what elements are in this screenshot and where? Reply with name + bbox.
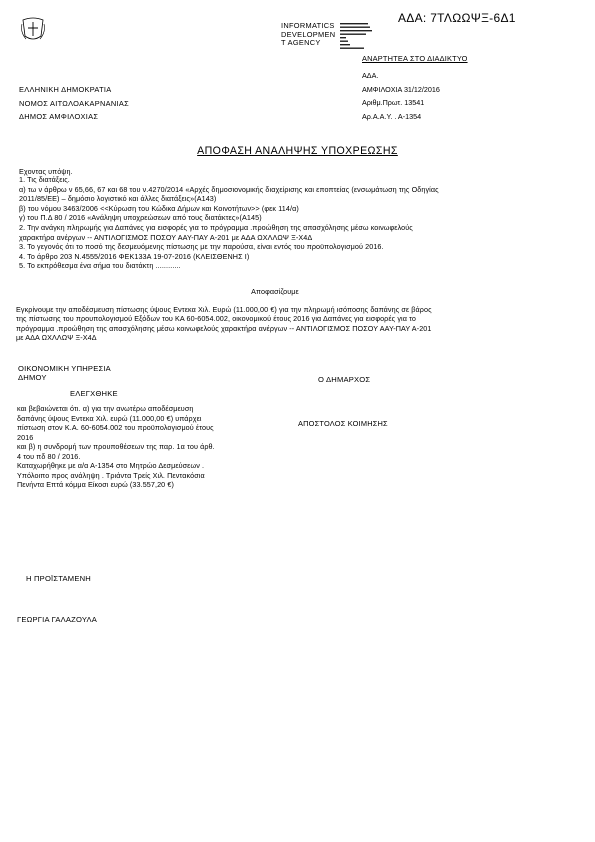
issuer-line: ΝΟΜΟΣ ΑΙΤΩΛΟΑΚΑΡΝΑΝΙΑΣ (19, 98, 129, 108)
protocol-number: Αριθμ.Πρωτ. 13541 (362, 98, 425, 107)
aay-number: Αρ.Α.Α.Υ. . Α-1354 (362, 111, 422, 121)
consideration-line: α) τω ν άρθρω ν 65,66, 67 και 68 του ν.4270/2014 «Αρχές δημοσιονομικής διαχείρισης και εποπτείας (ενσωμάτωση της Οδηγίας (19, 184, 439, 194)
certification-line: πίστωση στον Κ.Α. 60-6054.002 του προϋπολογισμού έτους (17, 423, 214, 432)
agency-name (281, 22, 335, 48)
consideration-line: 5. Το εκπρόθεσμα ένα σήμα του διατάκτη ............ (19, 261, 181, 271)
certification-line: και βεβαιώνεται ότι. α) για την ανωτέρω αποδέσμευση (17, 404, 194, 413)
ada-label: ΑΔΑ. (362, 71, 379, 80)
consideration-line: β) του νόμου 3463/2006 <<Κύρωση του Κώδικα Δήμων και Κοινοτήτων>> (φεκ 114/α) (19, 203, 299, 213)
consideration-line: 4. Το άρθρο 203 Ν.4555/2016 ΦΕΚ133Α 19-07-2016 (ΚΛΕΙΣΘΕΝΗΣ Ι) (19, 251, 250, 261)
issuer-line: ΕΛΛΗΝΙΚΗ ΔΗΜΟΚΡΑΤΙΑ (19, 85, 112, 94)
ada-code: ΑΔΑ: 7ΤΛΩΩΨΞ-6Δ1 (398, 11, 516, 25)
consideration-line: χαρακτήρα ανέργων -- ΑΝΤΙΛΟΓΙΣΜΟΣ ΠΟΣΟΥ ΑΑΥ-ΠΑΥ Α-201 με ΑΔΑ ΩΧΛΛΩΨ Ξ-Χ4Δ (19, 232, 313, 242)
considerations-list (19, 175, 439, 271)
issuer-info (19, 83, 129, 124)
approval-paragraph (16, 305, 561, 343)
document-title: ΑΠΟΦΑΣΗ ΑΝΑΛΗΨΗΣ ΥΠΟΧΡΕΩΣΗΣ (197, 145, 398, 157)
greek-emblem-icon (20, 14, 46, 44)
agency-logo-icon (340, 22, 376, 52)
protocol-info (362, 69, 440, 123)
economic-service (18, 364, 111, 382)
certification-line: και β) η συνδρομή των προυποθέσεων της παρ. 1α του άρθ. (17, 442, 215, 451)
economic-service-line: ΟΙΚΟΝΟΜΙΚΗ ΥΠΗΡΕΣΙΑ (18, 364, 111, 373)
certification-line: Πενήντα Επτά κόμμα Είκοσι ευρώ (33.557,20 €) (17, 480, 174, 489)
agency-line: T AGENCY (281, 38, 321, 48)
approval-line: πρόγραμμα .προώθηση της απασχόλησης μέσω κοινωφελούς χαρακτήρα ανέργων -- ΑΝΤΙΛΟΓΙΣΜΟΣ ΠΟΣΟΥ ΑΑΥ-ΠΑΥ Α-201 (16, 323, 432, 333)
certification-text (17, 404, 257, 490)
certification-line: Καταχωρήθηκε με α/α Α-1354 στο Μητρώο Δεσμεύσεων . (17, 461, 205, 470)
approval-line: Εγκρίνουμε την αποδέσμευση πίστωσης ύψους Εντεκα Χιλ. Ευρώ (11.000,00 €) για την πληρωμή ισόποσης δαπάνης σε βάρος (16, 305, 432, 314)
certification-line: 4 του πδ 80 / 2016. (17, 451, 81, 461)
consideration-line: γ) του Π.Δ 80 / 2016 «Ανάληψη υποχρεώσεων από τους διατάκτες»(Α145) (19, 213, 262, 223)
certification-line: δαπάνης ύψους Εντεκα Χιλ. ευρώ (11.000,00 €) υπάρχει (17, 413, 202, 423)
agency-line: DEVELOPMEN (281, 29, 336, 39)
considering-heading: Εχοντας υπόψη. (19, 167, 73, 176)
place-date: ΑΜΦΙΛΟΧΙΑ 31/12/2016 (362, 84, 440, 94)
agency-tiny-text (340, 22, 376, 54)
checked-label: ΕΛΕΓΧΘΗΚΕ (70, 389, 118, 398)
agency-line: INFORMATICS (281, 21, 335, 30)
head-title: Η ΠΡΟΪΣΤΑΜΕΝΗ (26, 574, 91, 583)
consideration-line: 2011/85/ΕΕ) – δημόσιο λογιστικό και άλλες διατάξεις»(Α143) (19, 194, 217, 204)
mayor-title: Ο ΔΗΜΑΡΧΟΣ (318, 375, 371, 384)
approval-line: της πίστωσης του προυπολογισμού Εξόδων του ΚΑ 60-6054.002, οικονομικού έτους 2016 για Δαπάνες για εισφορές για το (16, 314, 417, 324)
mayor-name: ΑΠΟΣΤΟΛΟΣ ΚΟΙΜΗΣΗΣ (298, 419, 388, 428)
certification-line: Υπόλοιπο προς ανάληψη . Τριάντα Τρείς Χιλ. Πεντακόσια (17, 470, 205, 480)
certification-line: 2016 (17, 432, 34, 442)
approval-line: με ΑΔΑ ΩΧΛΛΩΨ Ξ-Χ4Δ (16, 333, 97, 343)
decision-heading: Αποφασίζουμε (251, 287, 299, 296)
posted-notice: ΑΝΑΡΤΗΤΕΑ ΣΤΟ ΔΙΑΔΙΚΤΥΟ (362, 54, 468, 63)
issuer-line: ΔΗΜΟΣ ΑΜΦΙΛΟΧΙΑΣ (19, 112, 99, 121)
consideration-line: 2. Την ανάγκη πληρωμής για Δαπάνες για εισφορές για το πρόγραμμα .προώθηση της απασχόλησης μέσω κοινωφελούς (19, 222, 413, 232)
consideration-line: 1. Τις διατάξεις. (19, 175, 70, 184)
economic-service-line: ΔΗΜΟΥ (18, 373, 47, 382)
head-name: ΓΕΩΡΓΙΑ ΓΑΛΑΖΟΥΛΑ (17, 615, 98, 624)
consideration-line: 3. Το γεγονός ότι το ποσό της δεσμευόμενης πίστωσης με την παρούσα, είναι εντός του προϋπολογισμού 2016. (19, 242, 384, 252)
